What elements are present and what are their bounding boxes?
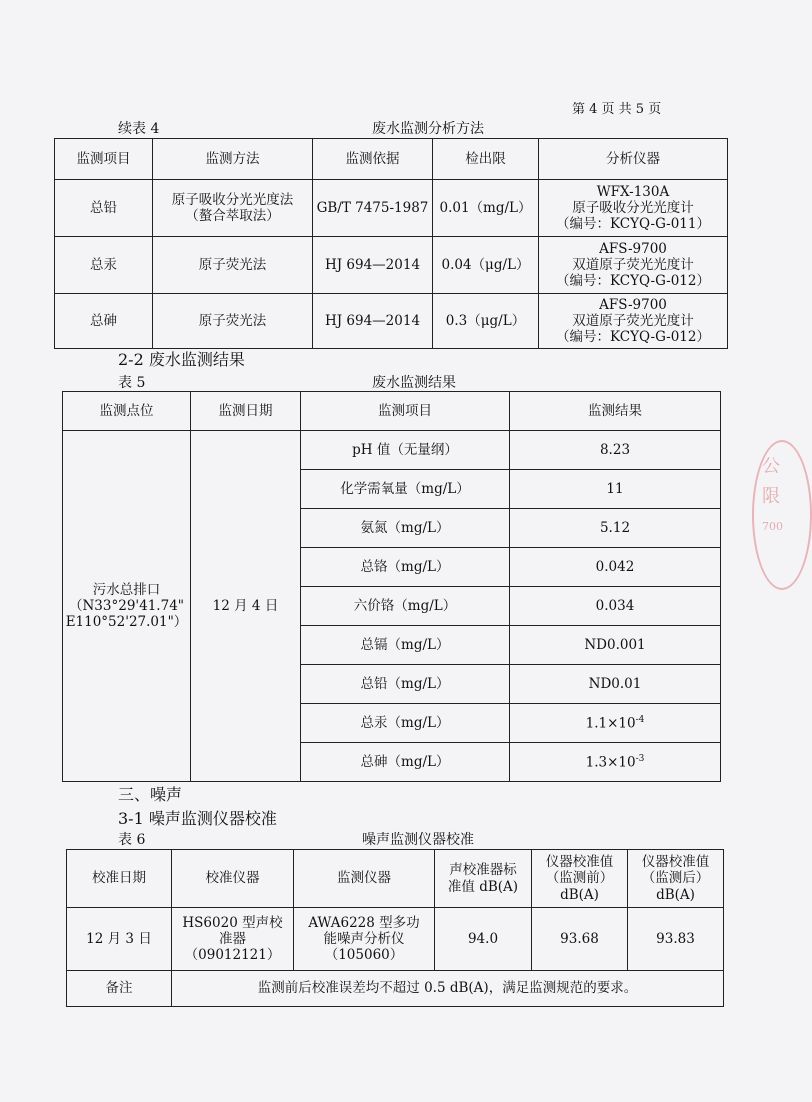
table4-limit: 0.01（mg/L） — [433, 180, 539, 237]
table4-limit: 0.3（μg/L） — [433, 294, 539, 349]
table6-before: 93.68 — [532, 908, 628, 971]
table6-monitor: AWA6228 型多功 能噪声分析仪 （105060） — [294, 908, 435, 971]
table5-result: $1.1\times 10^{-4}$ — [510, 704, 721, 743]
table5-item: 化学需氧量（mg/L） — [301, 470, 510, 509]
table5-result: 0.042 — [510, 548, 721, 587]
table5-item: 六价铬（mg/L） — [301, 587, 510, 626]
table5-result: 11 — [510, 470, 721, 509]
table6-after: 93.83 — [628, 908, 724, 971]
table6-header: 仪器校准值 （监测前） dB(A) — [532, 850, 628, 908]
table-row — [63, 431, 721, 470]
table4-analysis-methods — [54, 138, 728, 349]
table4-header: 检出限 — [433, 139, 539, 180]
table-row — [55, 237, 728, 294]
table6-header: 声校准器标 准值 dB(A) — [435, 850, 532, 908]
table4-header: 监测依据 — [313, 139, 433, 180]
table6-caption-title: 噪声监测仪器校准 — [362, 832, 474, 848]
table-row — [67, 908, 724, 971]
table6-header: 校准日期 — [67, 850, 172, 908]
table5-item: pH 值（无量纲） — [301, 431, 510, 470]
section-2-2-heading: 2-2 废水监测结果 — [118, 350, 245, 369]
table6-noise-calibration — [66, 849, 724, 1007]
table4-basis: HJ 694—2014 — [313, 237, 433, 294]
table5-monitoring-date: 12 月 4 日 — [191, 431, 301, 782]
table6-calibrator: HS6020 型声校 准器 （09012121） — [172, 908, 294, 971]
table4-header: 监测方法 — [153, 139, 313, 180]
table5-result: ND0.01 — [510, 665, 721, 704]
section-3-1-heading: 3-1 噪声监测仪器校准 — [118, 809, 277, 828]
table6-header: 监测仪器 — [294, 850, 435, 908]
table4-header-row — [55, 139, 728, 180]
table4-limit: 0.04（μg/L） — [433, 237, 539, 294]
table5-header-row — [63, 392, 721, 431]
table4-item: 总汞 — [55, 237, 153, 294]
table4-header: 分析仪器 — [539, 139, 728, 180]
table6-date: 12 月 3 日 — [67, 908, 172, 971]
table5-header: 监测项目 — [301, 392, 510, 431]
table5-wastewater-results — [62, 391, 721, 782]
table5-item: 总铅（mg/L） — [301, 665, 510, 704]
table4-method: 原子荧光法 — [153, 294, 313, 349]
table5-item: 总镉（mg/L） — [301, 626, 510, 665]
table5-item: 总铬（mg/L） — [301, 548, 510, 587]
table5-caption-title: 废水监测结果 — [372, 375, 456, 391]
table6-note-label: 备注 — [67, 971, 172, 1007]
table5-monitoring-point: 污水总排口 （N33°29'41.74" E110°52'27.01"） — [63, 431, 191, 782]
table4-item: 总铅 — [55, 180, 153, 237]
table4-instrument: WFX-130A 原子吸收分光光度计 （编号：KCYQ-G-011） — [539, 180, 728, 237]
table6-note-row — [67, 971, 724, 1007]
table4-item: 总砷 — [55, 294, 153, 349]
table5-result: 8.23 — [510, 431, 721, 470]
table6-header-row — [67, 850, 724, 908]
table4-instrument: AFS-9700 双道原子荧光光度计 （编号：KCYQ-G-012） — [539, 237, 728, 294]
table4-caption-number: 续表 4 — [118, 121, 160, 137]
table4-basis: GB/T 7475-1987 — [313, 180, 433, 237]
table5-header: 监测结果 — [510, 392, 721, 431]
table5-result: 5.12 — [510, 509, 721, 548]
table-row — [55, 180, 728, 237]
table4-basis: HJ 694—2014 — [313, 294, 433, 349]
table5-result: ND0.001 — [510, 626, 721, 665]
table6-header: 仪器校准值 （监测后） dB(A) — [628, 850, 724, 908]
table6-header: 校准仪器 — [172, 850, 294, 908]
table-row — [55, 294, 728, 349]
page-number: 第 4 页 共 5 页 — [572, 102, 662, 117]
table4-header: 监测项目 — [55, 139, 153, 180]
table5-caption-number: 表 5 — [118, 375, 146, 391]
table5-item: 氨氮（mg/L） — [301, 509, 510, 548]
table6-caption-number: 表 6 — [118, 832, 146, 848]
table4-instrument: AFS-9700 双道原子荧光光度计 （编号：KCYQ-G-012） — [539, 294, 728, 349]
seal-stamp: 公 限 700 — [752, 440, 812, 590]
table4-method: 原子吸收分光光度法 （螯合萃取法） — [153, 180, 313, 237]
table5-result: 0.034 — [510, 587, 721, 626]
table6-standard: 94.0 — [435, 908, 532, 971]
table5-header: 监测点位 — [63, 392, 191, 431]
table5-result: $1.3\times 10^{-3}$ — [510, 743, 721, 782]
section-3-heading: 三、噪声 — [118, 785, 183, 804]
table5-item: 总汞（mg/L） — [301, 704, 510, 743]
table6-note-text: 监测前后校准误差均不超过 0.5 dB(A)，满足监测规范的要求。 — [172, 971, 724, 1007]
table4-caption-title: 废水监测分析方法 — [372, 121, 484, 137]
table4-method: 原子荧光法 — [153, 237, 313, 294]
table5-item: 总砷（mg/L） — [301, 743, 510, 782]
table5-header: 监测日期 — [191, 392, 301, 431]
